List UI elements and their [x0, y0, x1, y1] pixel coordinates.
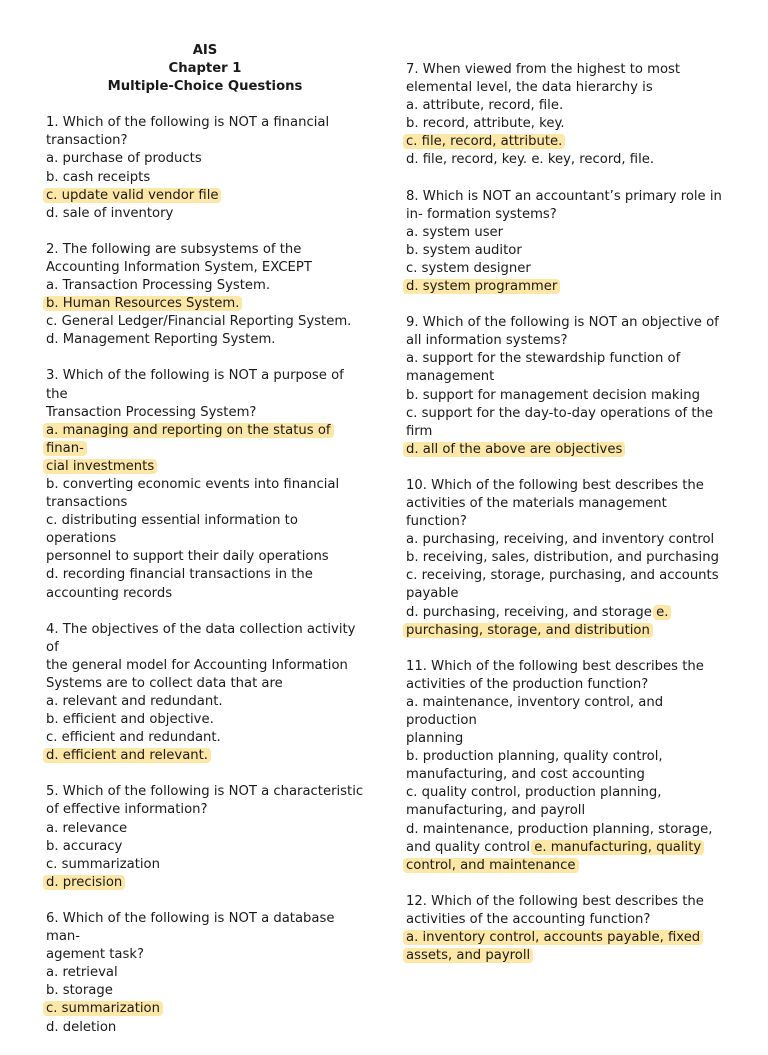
option-d-highlighted: d. all of the above are objectives	[403, 442, 625, 457]
option-d: d. Management Reporting System.	[46, 332, 276, 348]
question-stem: 10. Which of the following best describes the	[406, 477, 704, 493]
option-b-cont: manufacturing, and cost accounting	[406, 767, 645, 783]
option-c-highlighted: c. summarization	[43, 1001, 163, 1016]
question-7	[406, 61, 728, 170]
option-b: b. efficient and objective.	[46, 712, 214, 728]
question-stem: of effective information?	[46, 802, 208, 818]
question-stem: 3. Which of the following is NOT a purpose of the	[46, 368, 344, 402]
question-12	[406, 893, 728, 965]
option-e-highlighted: e. manufacturing, quality	[531, 840, 704, 855]
doc-subtitle: Multiple-Choice Questions	[107, 79, 303, 95]
option-b: b. receiving, sales, distribution, and purchasing	[406, 550, 719, 566]
doc-chapter: Chapter 1	[168, 61, 242, 77]
option-c-cont: manufacturing, and payroll	[406, 803, 586, 819]
option-d-highlighted: d. precision	[43, 875, 125, 890]
option-c: c. support for the day-to-day operations of the	[406, 405, 714, 421]
question-11	[406, 658, 728, 875]
option-d: d. recording financial transactions in the	[46, 567, 313, 583]
question-4	[46, 621, 364, 766]
document-header	[46, 42, 364, 96]
question-stem: Systems are to collect data that are	[46, 675, 283, 691]
option-b: b. converting economic events into financial	[46, 476, 340, 492]
question-stem: 1. Which of the following is NOT a financial	[46, 115, 330, 131]
question-1	[46, 114, 364, 223]
option-d-highlighted: d. system programmer	[403, 279, 560, 294]
left-column	[46, 42, 364, 1055]
option-a: a. purchasing, receiving, and inventory control	[406, 532, 715, 548]
question-3	[46, 367, 364, 602]
option-c-cont: personnel to support their daily operations	[46, 549, 329, 565]
question-stem: 4. The objectives of the data collection activity of	[46, 621, 356, 655]
question-stem: Accounting Information System, EXCEPT	[46, 259, 312, 275]
question-6	[46, 910, 364, 1037]
question-stem: the general model for Accounting Information	[46, 657, 348, 673]
option-e-highlighted: e.	[653, 605, 671, 620]
option-a-cont: planning	[406, 731, 464, 747]
option-a-cont: management	[406, 369, 495, 385]
option-c: c. summarization	[46, 856, 160, 872]
question-stem: in- formation systems?	[406, 206, 557, 222]
option-a-highlighted: a. inventory control, accounts payable, fixed	[403, 930, 703, 945]
option-d-e: d. file, record, key. e. key, record, file.	[406, 152, 655, 168]
option-b: b. record, attribute, key.	[406, 116, 565, 132]
option-a: a. Transaction Processing System.	[46, 278, 271, 294]
question-stem: 2. The following are subsystems of the	[46, 241, 302, 257]
option-d: d. deletion	[46, 1019, 117, 1035]
option-a-highlighted-cont: assets, and payroll	[403, 948, 533, 963]
option-d-cont: accounting records	[46, 585, 173, 601]
option-c: c. receiving, storage, purchasing, and accounts	[406, 568, 719, 584]
question-2	[46, 241, 364, 350]
option-a: a. attribute, record, file.	[406, 98, 564, 114]
option-b: b. system auditor	[406, 242, 522, 258]
option-a: a. system user	[406, 224, 504, 240]
option-a: a. purchase of products	[46, 151, 202, 167]
option-c: c. efficient and redundant.	[46, 730, 221, 746]
option-a: a. support for the stewardship function of	[406, 351, 681, 367]
option-d: d. sale of inventory	[46, 205, 174, 221]
option-e-highlighted-cont: control, and maintenance	[403, 858, 579, 873]
doc-title: AIS	[192, 43, 218, 58]
question-stem: activities of the materials management function?	[406, 495, 667, 530]
option-a: a. retrieval	[46, 965, 118, 981]
option-a-highlighted-cont: cial investments	[43, 459, 157, 474]
option-b: b. production planning, quality control,	[406, 749, 663, 765]
question-stem: all information systems?	[406, 333, 568, 349]
option-b: b. storage	[46, 983, 113, 999]
question-stem: 11. Which of the following best describes the	[406, 658, 704, 674]
question-stem: 8. Which is NOT an accountant’s primary role in	[406, 188, 722, 204]
question-stem: activities of the production function?	[406, 676, 649, 692]
option-b: b. support for management decision making	[406, 387, 700, 403]
option-d: d. maintenance, production planning, storage,	[406, 821, 713, 837]
option-c: c. system designer	[406, 260, 531, 276]
question-stem: 6. Which of the following is NOT a database man-	[46, 910, 335, 945]
option-a: a. relevant and redundant.	[46, 694, 223, 709]
option-d-highlighted: d. efficient and relevant.	[43, 748, 211, 763]
option-d: d. purchasing, receiving, and storage	[406, 604, 652, 620]
question-8	[406, 188, 728, 297]
option-c: c. distributing essential information to operations	[46, 513, 298, 547]
question-10	[406, 477, 728, 640]
option-d-cont: and quality control	[406, 839, 531, 855]
option-c: c. General Ledger/Financial Reporting System.	[46, 314, 352, 330]
option-b: b. cash receipts	[46, 169, 151, 185]
option-c-highlighted: c. update valid vendor file	[43, 188, 221, 203]
question-stem: elemental level, the data hierarchy is	[406, 80, 653, 96]
option-c-highlighted: c. file, record, attribute.	[403, 134, 565, 149]
question-stem: 9. Which of the following is NOT an objective of	[406, 315, 719, 331]
question-stem: transaction?	[46, 133, 128, 149]
question-stem: Transaction Processing System?	[46, 404, 257, 420]
question-stem: 12. Which of the following best describes the	[406, 893, 704, 909]
question-stem: 7. When viewed from the highest to most	[406, 62, 681, 77]
option-a: a. relevance	[46, 820, 128, 836]
option-b-highlighted: b. Human Resources System.	[43, 296, 242, 311]
option-c: c. quality control, production planning,	[406, 785, 662, 801]
option-c-cont: firm	[406, 423, 433, 439]
right-column	[406, 61, 728, 983]
question-stem: activities of the accounting function?	[406, 911, 651, 927]
option-b-cont: transactions	[46, 495, 128, 511]
option-a-highlighted: a. managing and reporting on the status of finan-	[43, 423, 334, 456]
question-stem: agement task?	[46, 947, 145, 963]
option-a: a. maintenance, inventory control, and production	[406, 694, 664, 728]
option-e-highlighted-cont: purchasing, storage, and distribution	[403, 623, 653, 638]
option-c-cont: payable	[406, 586, 459, 602]
option-b: b. accuracy	[46, 838, 123, 854]
question-5	[46, 783, 364, 892]
question-9	[406, 314, 728, 459]
question-stem: 5. Which of the following is NOT a characteristic	[46, 784, 364, 800]
